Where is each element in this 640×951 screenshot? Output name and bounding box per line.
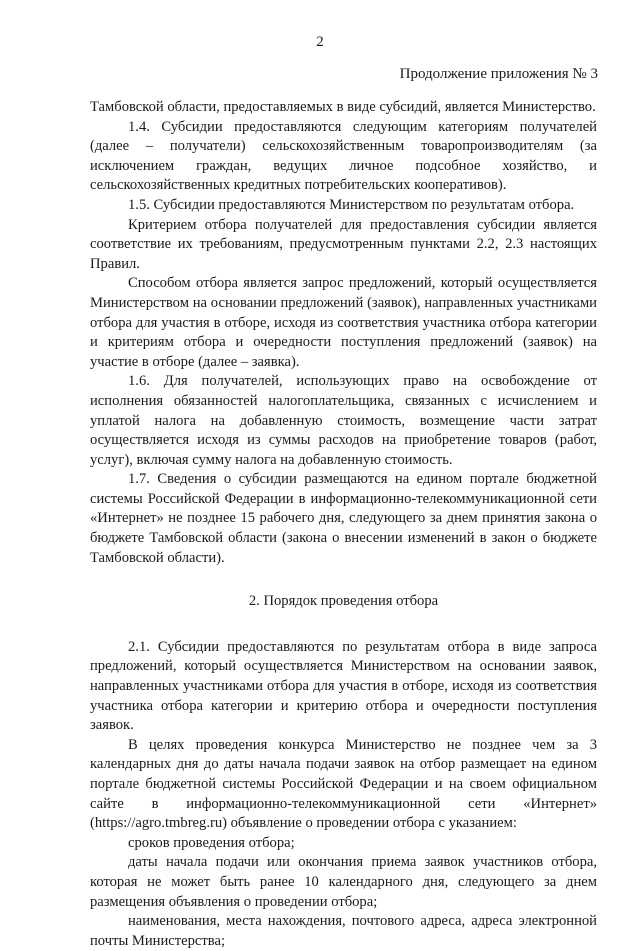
section-heading: 2. Порядок проведения отбора (248, 593, 439, 610)
paragraph: 2.1. Субсидии предоставляются по результатам отбора в виде запроса предложений, который осуществляется Министерством на основании заявок, направленных участниками отбора для участия в отборе, исходя из соответствия участника отбора категории и критерию отбора и очередности поступления заявок. (90, 638, 597, 734)
paragraph: 1.5. Субсидии предоставляются Министерством по результатам отбора. (128, 196, 575, 213)
paragraph: Способом отбора является запрос предложений, который осуществляется Министерством на основании предложений (заявок), направленных участниками отбора для участия в отборе, исходя из соответствия участника отбора категории и критериям отбора и очередности поступления предложений (заявок) на участие в отборе (далее – заявка). (90, 275, 597, 370)
paragraph: 1.4. Субсидии предоставляются следующим категориям получателей (далее – получатели) сельскохозяйственным товаропроизводителям (за исключением граждан, ведущих личное подсобное хозяйство, и сельскохозяйственных кредитных потребительских кооперативов). (90, 118, 597, 194)
paragraph: даты начала подачи или окончания приема заявок участников отбора, которая не может быть ранее 10 календарного дня, следующего за днем размещения объявления о проведении отбора; (90, 854, 597, 910)
paragraph: 1.6. Для получателей, использующих право на освобождение от исполнения обязанностей налогоплательщика, связанных с исчислением и уплатой налога на добавленную стоимость, возмещение части затрат осуществляется исходя из суммы расходов на приобретение товаров (работ, услуг), включая сумму налога на добавленную стоимость. (90, 373, 597, 468)
paragraph: сроков проведения отбора; (128, 834, 295, 851)
paragraph: Тамбовской области, предоставляемых в виде субсидий, является Министерство. (90, 99, 596, 115)
appendix-continuation-note: Продолжение приложения № 3 (399, 66, 598, 82)
paragraph: В целях проведения конкурса Министерство не позднее чем за 3 календарных дня до даты начала подачи заявок на отбор размещает на едином портале бюджетной системы Российской Федерации и на своем официальном сайте в информационно-телекоммуникационной сети «Интернет» (https://agro.tmbreg.ru) объявление о проведении отбора с указанием: (90, 736, 597, 832)
document-body (90, 98, 597, 951)
paragraph: наименования, места нахождения, почтового адреса, адреса электронной почты Министерства; (90, 913, 597, 949)
page-number: 2 (316, 34, 324, 50)
paragraph: 1.7. Сведения о субсидии размещаются на едином портале бюджетной системы Российской Федерации в информационно-телекоммуникационной сети «Интернет» не позднее 15 рабочего дня, следующего за днем принятия закона о бюджете Тамбовской области (закона о внесении изменений в закон о бюджете Тамбовской области). (90, 471, 597, 566)
paragraph: Критерием отбора получателей для предоставления субсидии является соответствие их требованиям, предусмотренным пунктами 2.2, 2.3 настоящих Правил. (90, 216, 597, 272)
